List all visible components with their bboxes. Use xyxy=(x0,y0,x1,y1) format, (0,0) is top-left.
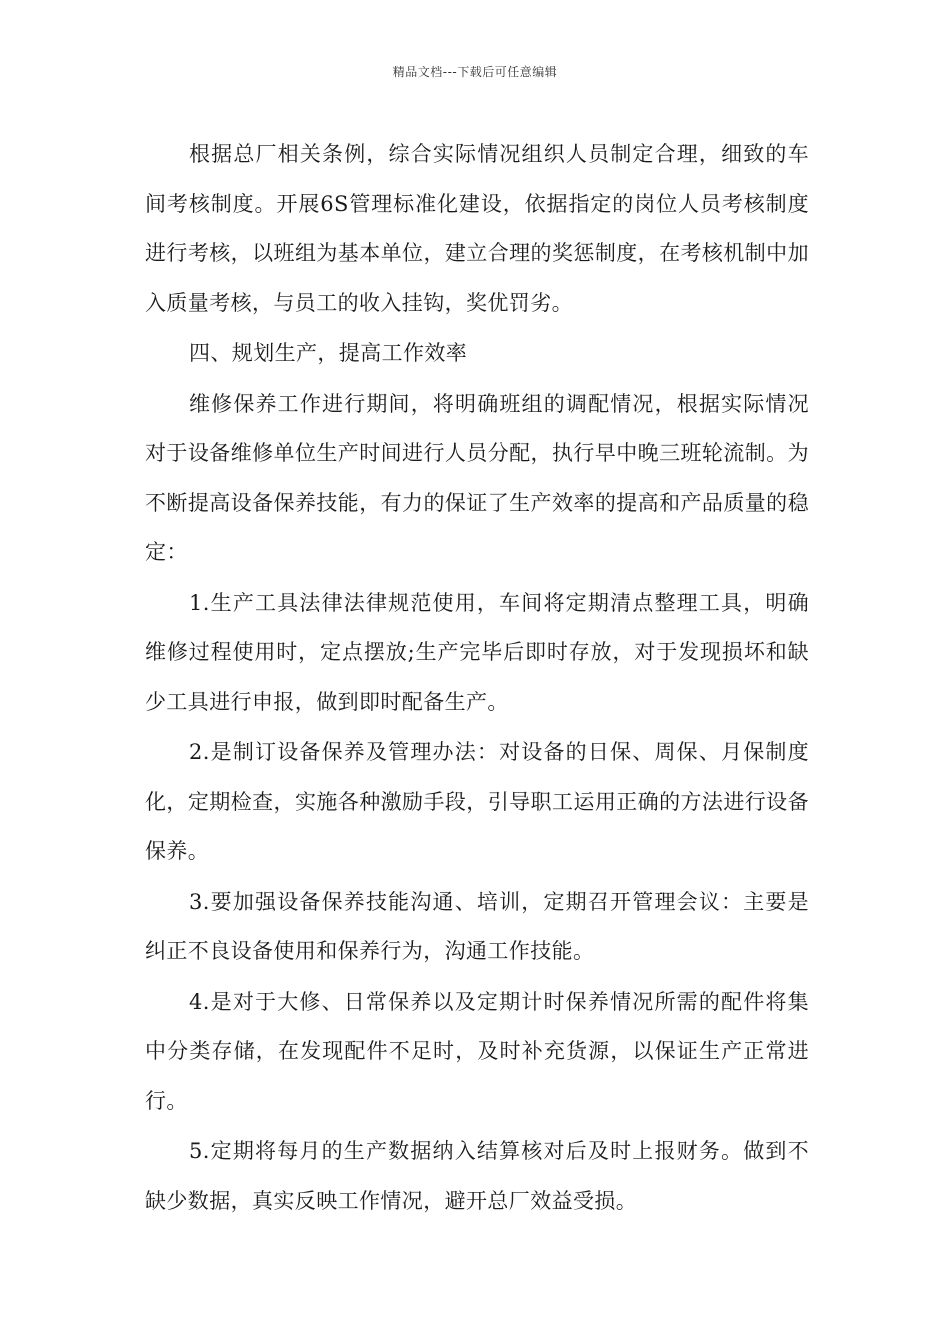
document-body xyxy=(145,130,809,1227)
list-item-spare-parts: 4.是对于大修、日常保养以及定期计时保养情况所需的配件将集中分类存储，在发现配件不足时，及时补充货源，以保证生产正常进行。 xyxy=(145,989,809,1113)
list-item-training: 3.要加强设备保养技能沟通、培训，定期召开管理会议：主要是纠正不良设备使用和保养行为，沟通工作技能。 xyxy=(145,889,809,963)
list-item-maintenance-methods: 2.是制订设备保养及管理办法：对设备的日保、周保、月保制度化，定期检查，实施各种激励手段，引导职工运用正确的方法进行设备保养。 xyxy=(145,740,809,863)
paragraph-assessment-system: 根据总厂相关条例，综合实际情况组织人员制定合理，细致的车间考核制度。开展6S管理标准化建设，依据指定的岗位人员考核制度进行考核，以班组为基本单位，建立合理的奖惩制度，在考核机制中加入质量考核，与员工的收入挂钩，奖优罚劣。 xyxy=(145,142,809,315)
page-header: 精品文档---下载后可任意编辑 xyxy=(392,65,558,79)
list-item-production-data: 5.定期将每月的生产数据纳入结算核对后及时上报财务。做到不缺少数据，真实反映工作情况，避开总厂效益受损。 xyxy=(145,1139,809,1213)
list-item-tools: 1.生产工具法律法律规范使用，车间将定期清点整理工具，明确维修过程使用时，定点摆放;生产完毕后即时存放，对于发现损坏和缺少工具进行申报，做到即时配备生产。 xyxy=(145,590,809,714)
paragraph-maintenance-intro: 维修保养工作进行期间，将明确班组的调配情况，根据实际情况对于设备维修单位生产时间进行人员分配，执行早中晚三班轮流制。为不断提高设备保养技能，有力的保证了生产效率的提高和产品质量的稳定： xyxy=(145,391,809,564)
section-heading-production-planning: 四、规划生产，提高工作效率 xyxy=(189,341,468,365)
